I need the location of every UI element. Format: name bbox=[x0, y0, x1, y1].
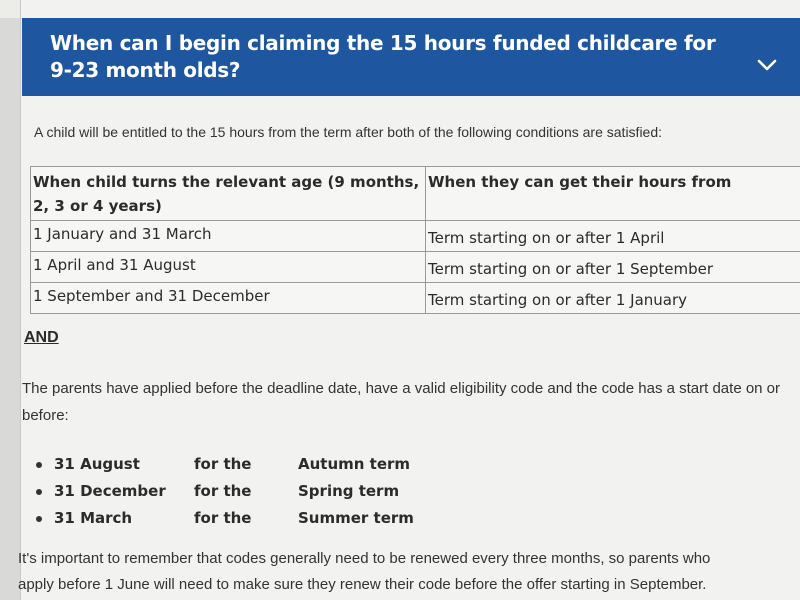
table-cell-hours: Term starting on or after 1 September bbox=[426, 252, 800, 283]
renewal-note bbox=[18, 546, 800, 598]
table-row bbox=[31, 283, 800, 314]
deadline-date: 31 March bbox=[54, 509, 133, 527]
and-label: AND bbox=[24, 329, 59, 346]
parents-condition-text: The parents have applied before the deadline date, have a valid eligibility code and the code has a start date on or before: bbox=[22, 380, 781, 424]
deadline-connector: for the bbox=[194, 482, 252, 500]
deadline-date: 31 December bbox=[54, 482, 166, 500]
deadline-date: 31 August bbox=[54, 455, 140, 473]
deadline-connector: for the bbox=[194, 455, 252, 473]
bullet-icon bbox=[36, 516, 42, 522]
conditions-table bbox=[30, 166, 800, 314]
table-cell-hours: Term starting on or after 1 January bbox=[426, 283, 800, 314]
accordion-header[interactable] bbox=[22, 18, 800, 96]
list-item bbox=[34, 505, 414, 532]
table-header-row bbox=[31, 167, 800, 221]
chevron-down-icon[interactable] bbox=[756, 54, 778, 76]
bullet-icon bbox=[36, 462, 42, 468]
table-cell-hours: Term starting on or after 1 April bbox=[426, 221, 800, 252]
table-header-age: When child turns the relevant age (9 months, 2, 3 or 4 years) bbox=[31, 167, 426, 221]
deadline-term: Summer term bbox=[298, 509, 414, 527]
renewal-note-line: It's important to remember that codes generally need to be renewed every three months, so parents who bbox=[18, 550, 711, 567]
bullet-icon bbox=[36, 489, 42, 495]
accordion-title: When can I begin claiming the 15 hours funded childcare for 9-23 month olds? bbox=[50, 31, 716, 82]
intro-text: A child will be entitled to the 15 hours from the term after both of the following conditions are satisfied: bbox=[34, 124, 663, 140]
deadline-term: Autumn term bbox=[298, 455, 411, 473]
deadline-list bbox=[34, 451, 414, 532]
table-cell-age: 1 April and 31 August bbox=[31, 252, 426, 283]
list-item bbox=[34, 478, 400, 505]
deadline-term: Spring term bbox=[298, 482, 400, 500]
deadline-connector: for the bbox=[194, 509, 252, 527]
list-item bbox=[34, 451, 411, 478]
table-cell-age: 1 January and 31 March bbox=[31, 221, 426, 252]
table-header-hours: When they can get their hours from bbox=[426, 167, 800, 221]
table-row bbox=[31, 221, 800, 252]
renewal-note-line: apply before 1 June will need to make sure they renew their code before the offer starting in September. bbox=[18, 576, 707, 593]
table-cell-age: 1 September and 31 December bbox=[31, 283, 426, 314]
table-row bbox=[31, 252, 800, 283]
